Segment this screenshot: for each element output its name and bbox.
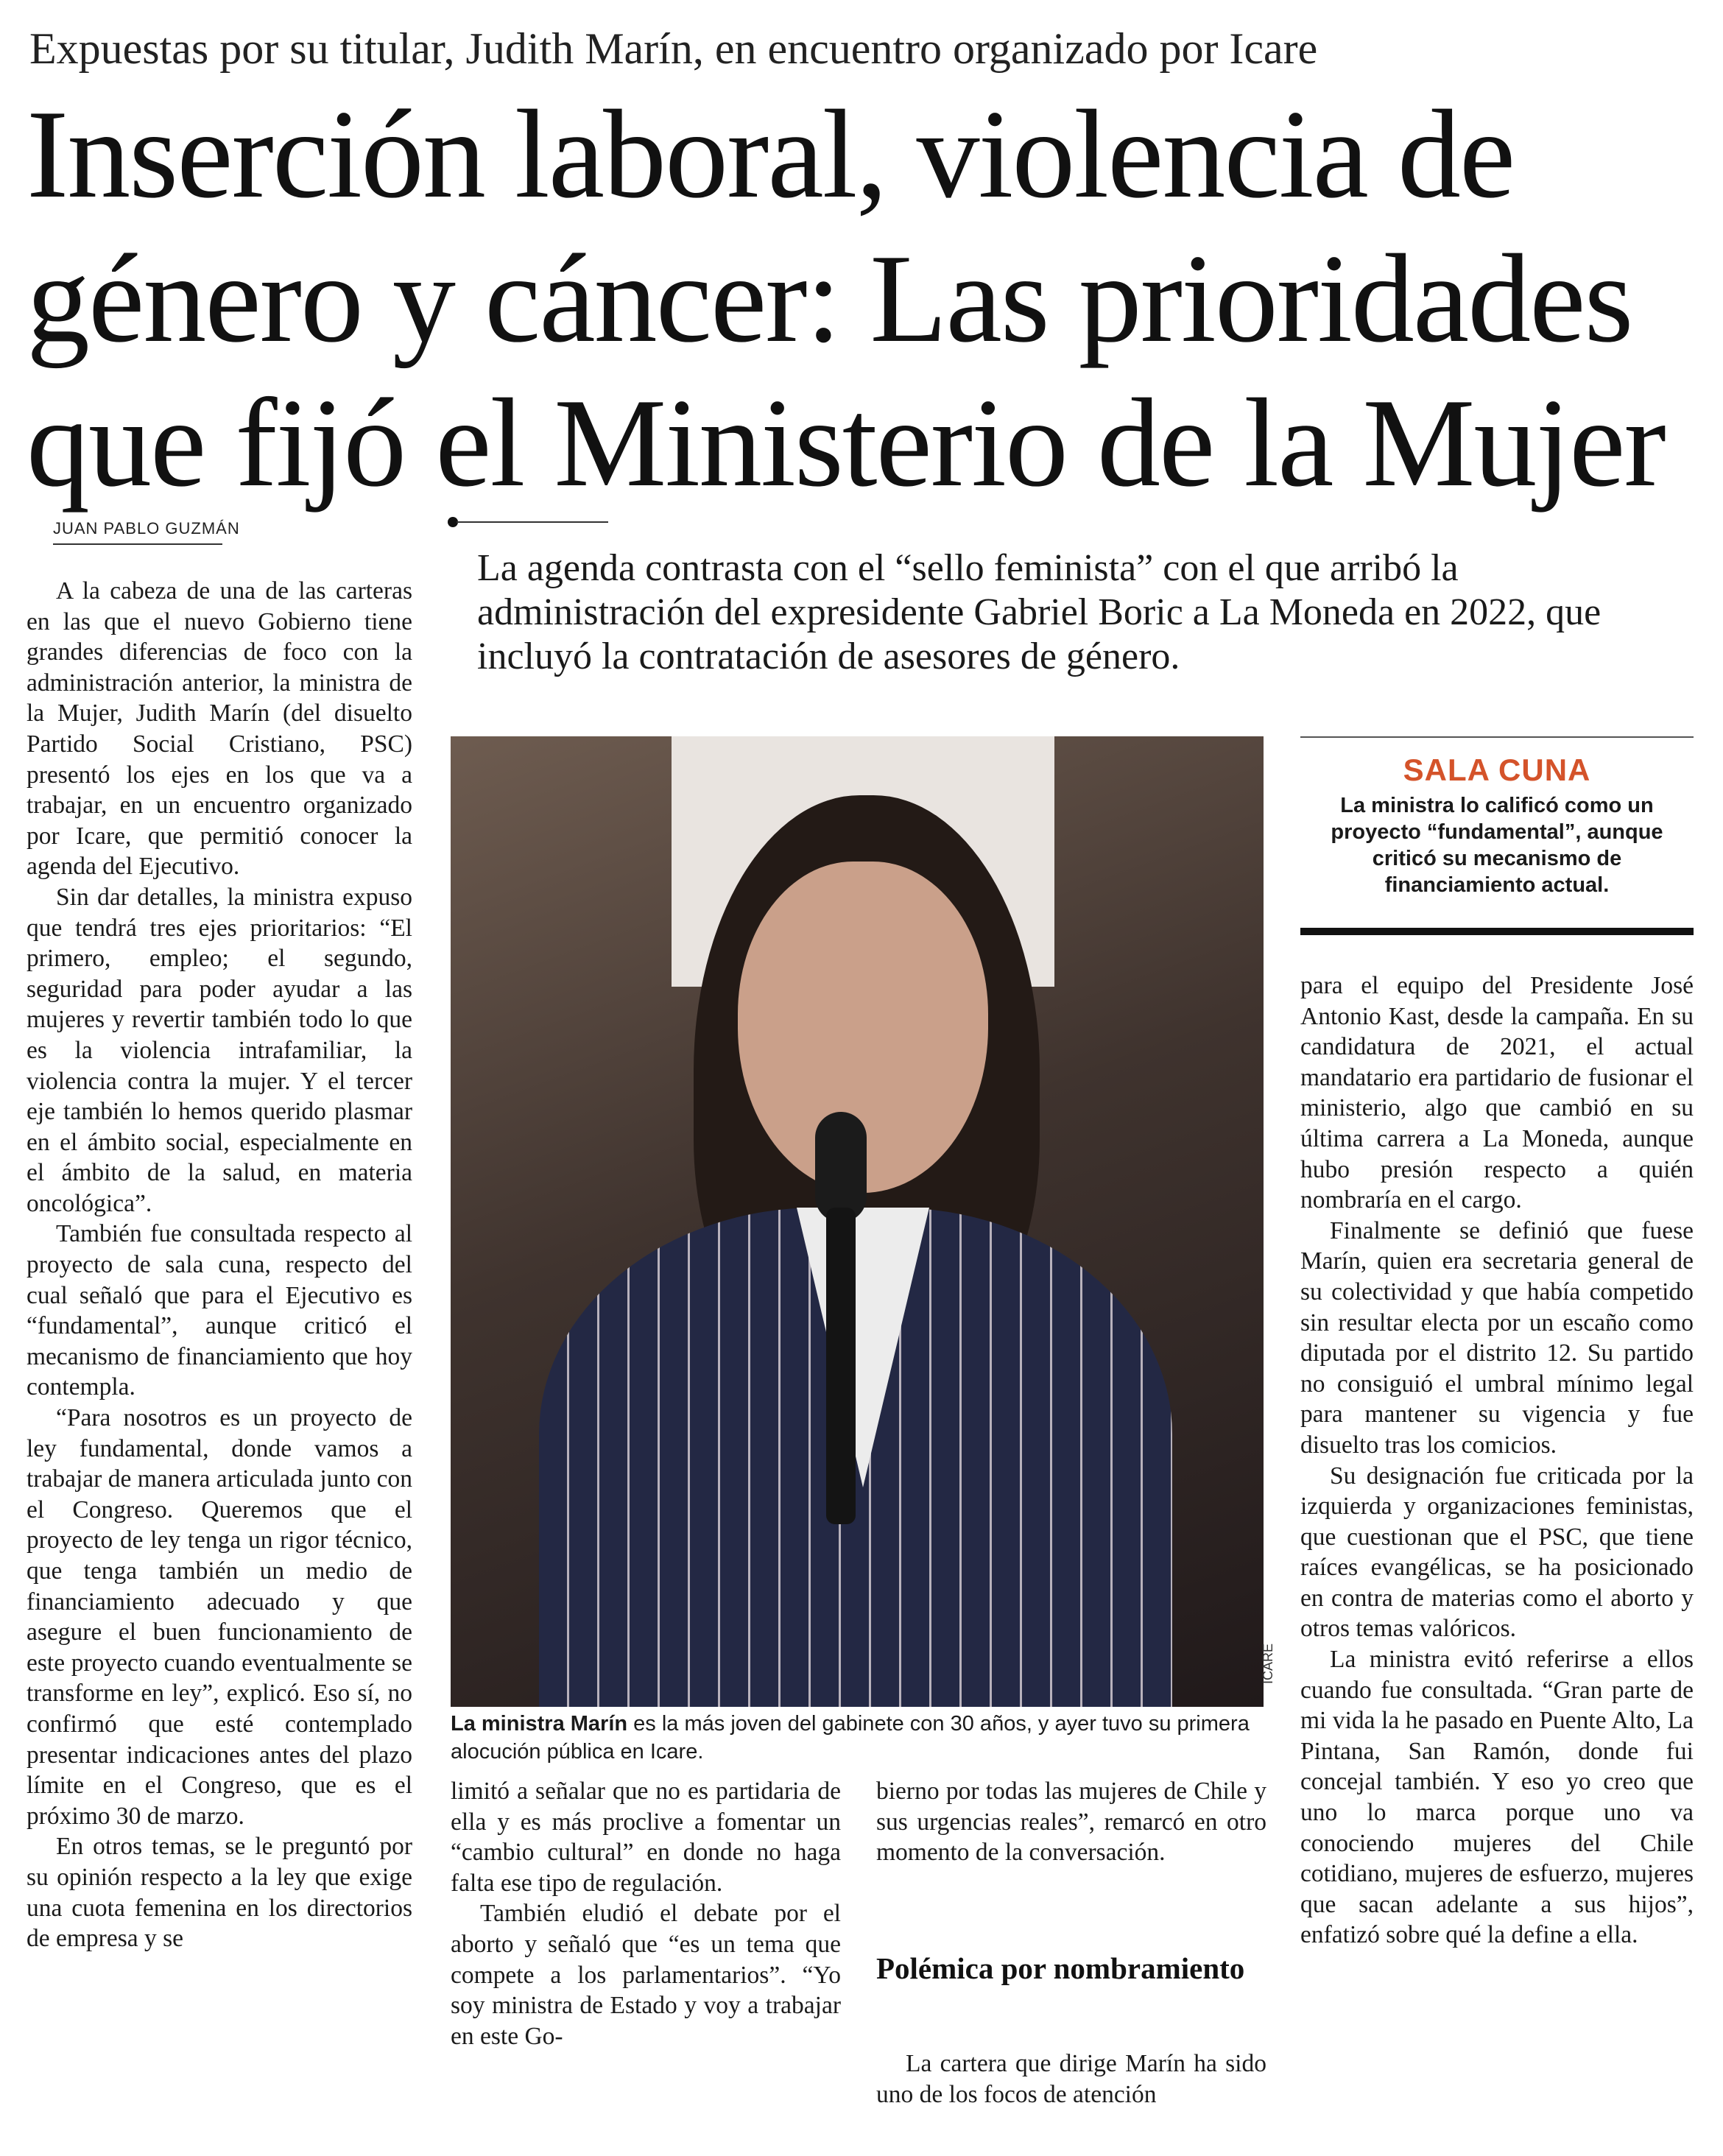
microphone-handle [826, 1208, 856, 1524]
article-column-3-bottom [876, 2048, 1266, 2122]
paragraph: Su designación fue criticada por la izquierda y organizaciones feministas, que cuestionan que el PSC, que tiene raíces evangélicas, se ha posicionado en contra de materias como el aborto y otros temas valóricos. [1300, 1462, 1694, 1643]
byline-rule [53, 543, 222, 545]
paragraph: Sin dar detalles, la ministra expuso que tendrá tres ejes prioritarios: “El primero, empleo; el segundo, seguridad para poder ayudar a las mujeres y revertir también todo lo que es la violencia intrafamiliar, la violencia contra la mujer. Y el tercer eje también lo hemos querido plasmar en el ámbito social, especialmente en el ámbito de la salud, en materia oncológica”. [27, 883, 412, 1217]
caption-lead: La ministra Marín [451, 1712, 628, 1736]
paragraph: limitó a señalar que no es partidaria de ella y es más proclive a fomentar un “cambio cultural” en donde no haga falta ese tipo de regulación. [451, 1778, 841, 1897]
dek-rule [457, 521, 608, 523]
article-column-4 [1300, 970, 1694, 2134]
headline: Inserción laboral, violencia de género y cáncer: Las prioridades que fijó el Ministerio de la Mujer [27, 85, 1665, 513]
paragraph: Finalmente se definió que fuese Marín, quien era secretaria general de su colectividad y que había competido sin resultar electa por un escaño como diputada por el distrito 12. Su partido no consiguió el umbral mínimo legal para mantener su vigencia y fue disuelto tras los comicios. [1300, 1216, 1694, 1459]
sidebar-title: SALA CUNA [1403, 753, 1591, 787]
photo-credit: ICARE [1261, 1644, 1275, 1685]
photo-caption [451, 1710, 1264, 1766]
subhead: Polémica por nombramiento [876, 1951, 1245, 1985]
byline: JUAN PABLO GUZMÁN [53, 519, 240, 538]
paragraph: La ministra evitó referirse a ellos cuando fue consultada. “Gran parte de mi vida la he pasado en Puente Alto, La Pintana, San Ramón, donde fui concejal también. Y eso yo creo que uno lo marca porque uno va conociendo mujeres del Chile cotidiano, mujeres de esfuerzo, mujeres que sacan adelante a sus hijos”, enfatizó sobre qué la define a ella. [1300, 1646, 1694, 1949]
article-column-1 [27, 576, 412, 2137]
paragraph: La cartera que dirige Marín ha sido uno de los focos de atención [876, 2050, 1266, 2108]
dek: La agenda contrasta con el “sello feminista” con el que arribó la administración del expresidente Gabriel Boric a La Moneda en 2022, que incluyó la contratación de asesores de género. [477, 547, 1602, 677]
article-column-3 [876, 1776, 1266, 1931]
sidebar-top-rule [1300, 736, 1694, 738]
microphone-icon [815, 1112, 867, 1222]
article-column-2 [451, 1776, 841, 2122]
paragraph: bierno por todas las mujeres de Chile y sus urgencias reales”, remarcó en otro momento de la conversación. [876, 1778, 1266, 1867]
paragraph: También eludió el debate por el aborto y señaló que “es un tema que compete a los parlamentarios”. “Yo soy ministra de Estado y voy a trabajar en este Go- [451, 1900, 841, 2050]
paragraph: “Para nosotros es un proyecto de ley fundamental, donde vamos a trabajar de manera articulada junto con el Congreso. Queremos que el proyecto de ley tenga un rigor técnico, que tenga también un medio de financiamiento adecuado y que asegure el buen funcionamiento de este proyecto cuando eventualmente se transforme en ley”, explicó. Eso sí, no confirmó que esté contemplado presentar indicaciones antes del plazo límite en el Congreso, que es el próximo 30 de marzo. [27, 1404, 412, 1830]
sidebar-text: La ministra lo calificó como un proyecto “fundamental”, aunque criticó su mecanismo de financiamiento actual. [1331, 794, 1663, 897]
minister-photo [451, 736, 1264, 1707]
kicker: Expuestas por su titular, Judith Marín, en encuentro organizado por Icare [29, 24, 1318, 73]
caption-text: es la más joven del gabinete con 30 años, y ayer tuvo su primera alocución pública en Icare. [451, 1712, 1250, 1764]
paragraph: En otros temas, se le preguntó por su opinión respecto a la ley que exige una cuota femenina en los directorios de empresa y se [27, 1833, 412, 1953]
paragraph: También fue consultada respecto al proyecto de sala cuna, respecto del cual señaló que para el Ejecutivo es “fundamental”, aunque criticó el mecanismo de financiamiento que hoy contempla. [27, 1220, 412, 1401]
sidebar-bottom-rule [1300, 928, 1694, 935]
paragraph: A la cabeza de una de las carteras en las que el nuevo Gobierno tiene grandes diferencias de foco con la administración anterior, la ministra de la Mujer, Judith Marín (del disuelto Partido Social Cristiano, PSC) presentó los ejes en los que va a trabajar, en un encuentro organizado por Icare, que permitió conocer la agenda del Ejecutivo. [27, 577, 412, 881]
paragraph: para el equipo del Presidente José Antonio Kast, desde la campaña. En su candidatura de 2021, el actual mandatario era partidario de fusionar el ministerio, algo que cambió en su última carrera a La Moneda, aunque hubo presión respecto a quién nombraría en el cargo. [1300, 972, 1694, 1214]
